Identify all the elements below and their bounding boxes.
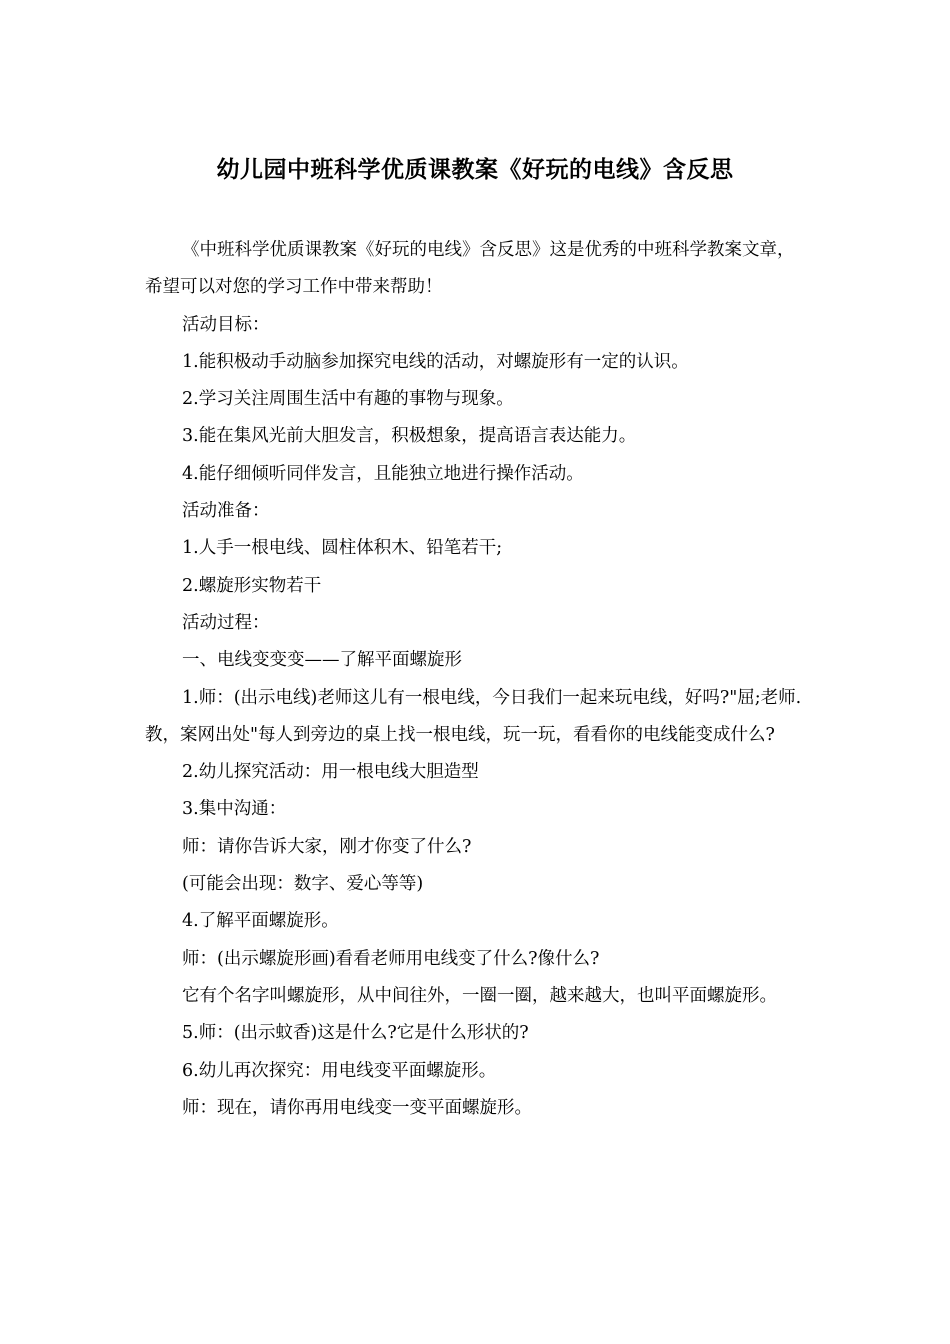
paragraph-step-3: 3.集中沟通： (182, 799, 287, 820)
paragraph-goal-3: 3.能在集风光前大胆发言，积极想象，提高语言表达能力。 (182, 426, 637, 447)
paragraph-goal-4: 4.能仔细倾听同伴发言，且能独立地进行操作活动。 (182, 463, 584, 484)
paragraph-teacher-now: 师：现在，请你再用电线变一变平面螺旋形。 (182, 1097, 532, 1118)
document-title: 幼儿园中班科学优质课教案《好玩的电线》含反思 (216, 157, 734, 183)
paragraph-step-5: 5.师：(出示蚊香)这是什么?它是什么形状的? (182, 1023, 529, 1044)
paragraph-prep-heading: 活动准备： (182, 501, 270, 522)
paragraph-prep-2: 2.螺旋形实物若干 (182, 575, 322, 596)
paragraph-goal-1: 1.能积极动手动脑参加探究电线的活动，对螺旋形有一定的认识。 (182, 351, 689, 372)
paragraph-teacher-show: 师：(出示螺旋形画)看看老师用电线变了什么?像什么? (182, 948, 600, 969)
paragraph-section-1: 一、电线变变变——了解平面螺旋形 (182, 650, 462, 671)
paragraph-goals-heading: 活动目标： (182, 314, 270, 335)
document-body (145, 232, 810, 1127)
paragraph-step-2: 2.幼儿探究活动：用一根电线大胆造型 (182, 762, 479, 783)
paragraph-intro: 《中班科学优质课教案《好玩的电线》含反思》这是优秀的中班科学教案文章，希望可以对您的学习工作中带来帮助！ (145, 240, 795, 298)
paragraph-step-6: 6.幼儿再次探究：用电线变平面螺旋形。 (182, 1060, 497, 1081)
paragraph-teacher-question: 师：请你告诉大家，刚才你变了什么? (182, 836, 472, 857)
paragraph-step-1: 1.师：(出示电线)老师这儿有一根电线，今日我们一起来玩电线，好吗?"屈;老师.教，案网出处"每人到旁边的桌上找一根电线，玩一玩，看看你的电线能变成什么? (145, 687, 802, 745)
paragraph-possible-answers: (可能会出现：数字、爱心等等) (182, 874, 424, 895)
paragraph-spiral-explain: 它有个名字叫螺旋形，从中间往外，一圈一圈，越来越大，也叫平面螺旋形。 (182, 985, 777, 1006)
paragraph-goal-2: 2.学习关注周围生活中有趣的事物与现象。 (182, 389, 514, 410)
paragraph-step-4: 4.了解平面螺旋形。 (182, 911, 339, 932)
paragraph-process-heading: 活动过程： (182, 612, 270, 633)
paragraph-prep-1: 1.人手一根电线、圆柱体积木、铅笔若干; (182, 538, 503, 559)
